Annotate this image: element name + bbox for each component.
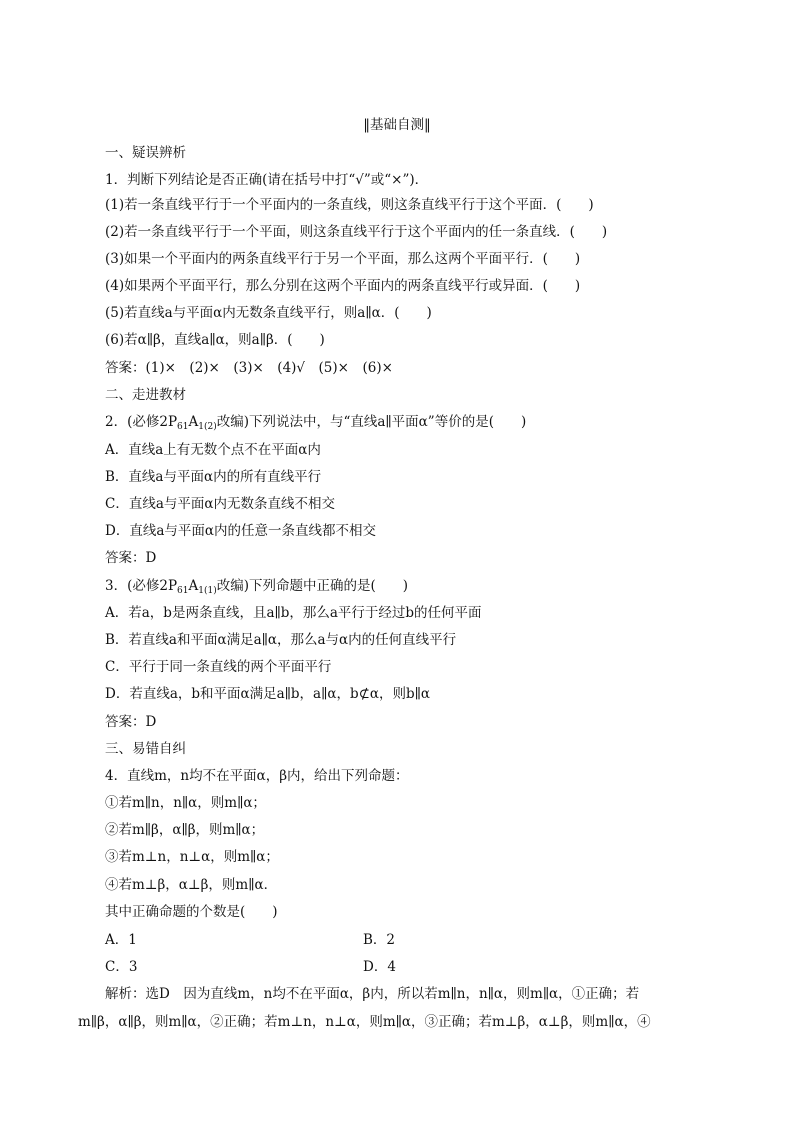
q4-option-b: B．2 [363,932,396,948]
section-title-2: 二、走进教材 [105,387,186,403]
q4-options-row-1 [105,931,137,949]
q4-question: 其中正确命题的个数是( ) [105,904,278,920]
q1-item-2: (2)若一条直线平行于一个平面，则这条直线平行于这个平面内的任一条直线．( ) [105,224,608,240]
q4-item-3: ③若m⊥n，n⊥α，则m∥α； [105,849,279,865]
q4-solution-line-2: m∥β，α∥β，则m∥α，②正确；若m⊥n，n⊥α，则m∥α，③正确；若m⊥β，α⊥β，则m∥α，④ [78,1014,651,1030]
q3-option-a: A．若a，b是两条直线，且a∥b，那么a平行于经过b的任何平面 [105,605,482,621]
q1-item-5: (5)若直线a与平面α内无数条直线平行，则a∥α．( ) [105,305,432,321]
q1-item-6: (6)若α∥β，直线a∥α，则a∥β．( ) [105,332,325,348]
q3-answer: 答案：D [105,714,157,730]
section-header: ‖基础自测‖ [363,117,431,133]
q1-item-4: (4)如果两个平面平行，那么分别在这两个平面内的两条直线平行或异面．( ) [105,278,581,294]
q2-option-d: D．直线a与平面α内的任意一条直线都不相交 [105,523,376,539]
q4-solution-line-1: 解析：选D 因为直线m，n均不在平面α，β内，所以若m∥n，n∥α，则m∥α，①正确；若 [105,986,640,1002]
q1-item-3: (3)如果一个平面内的两条直线平行于另一个平面，那么这两个平面平行．( ) [105,251,581,267]
q2-option-b: B．直线a与平面α内的所有直线平行 [105,469,322,485]
q4-option-c: C．3 [105,959,138,975]
q4-stem: 4．直线m，n均不在平面α，β内，给出下列命题： [105,768,409,784]
q3-option-c: C．平行于同一条直线的两个平面平行 [105,659,332,675]
q4-item-4: ④若m⊥β，α⊥β，则m∥α． [105,877,278,893]
q2-stem: 2．(必修$2P_{61}A_{1(2)}$改编)下列说法中，与“直线a∥平面α”等价的是( ) [105,414,527,432]
q1-answer: 答案：(1)× (2)× (3)× (4)√ (5)× (6)× [105,360,393,376]
q4-option-a: A．1 [105,932,137,948]
section-title-1: 一、疑误辨析 [105,145,186,161]
q2-option-c: C．直线a与平面α内无数条直线不相交 [105,496,335,512]
q3-stem: 3．(必修$2P_{61}A_{1(1)}$改编)下列命题中正确的是( ) [105,578,409,596]
q1-stem: 1．判断下列结论是否正确(请在括号中打“√”或“×”)． [105,172,429,188]
q4-option-d: D．4 [363,959,396,975]
section-title-3: 三、易错自纠 [105,741,186,757]
q2-option-a: A．直线a上有无数个点不在平面α内 [105,442,321,458]
q1-item-1: (1)若一条直线平行于一个平面内的一条直线，则这条直线平行于这个平面．( ) [105,197,594,213]
q2-answer: 答案：D [105,550,157,566]
q4-item-2: ②若m∥β，α∥β，则m∥α； [105,822,265,838]
q3-option-b: B．若直线a和平面α满足a∥α，那么a与α内的任何直线平行 [105,632,457,648]
q3-option-d: D．若直线a，b和平面α满足a∥b，a∥α，b⊄α，则b∥α [105,686,431,702]
q4-item-1: ①若m∥n，n∥α，则m∥α； [105,795,266,811]
